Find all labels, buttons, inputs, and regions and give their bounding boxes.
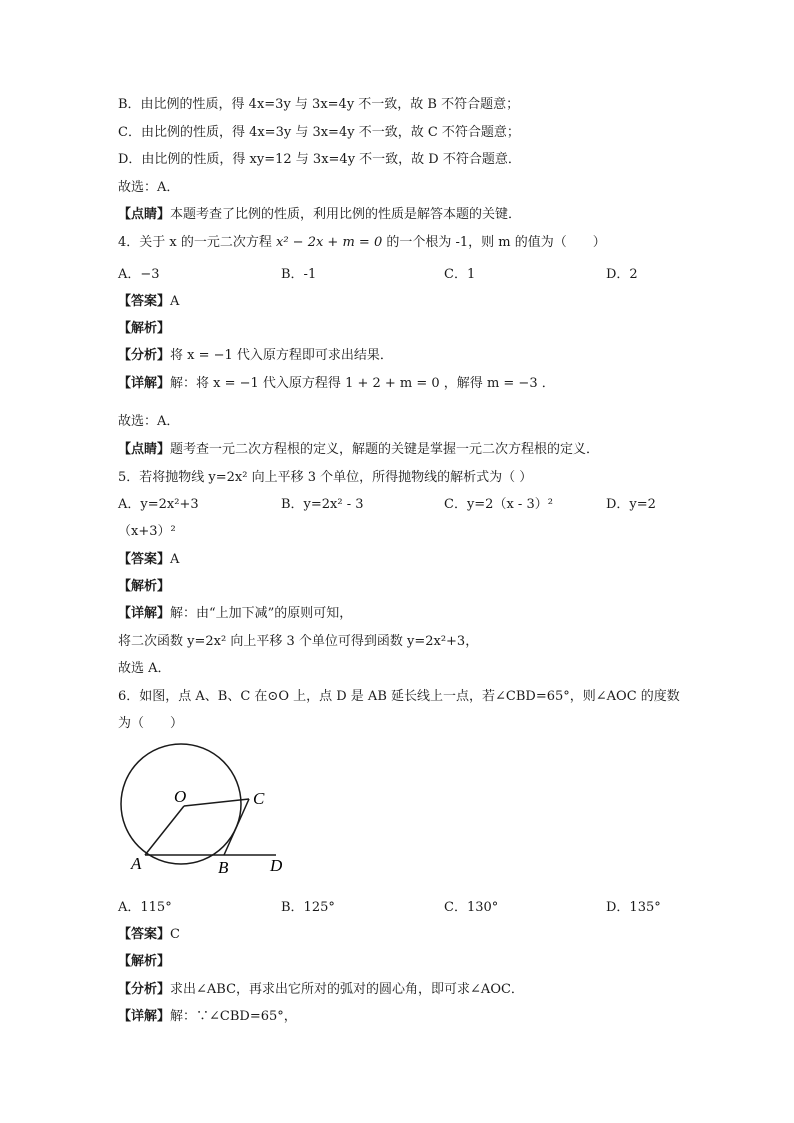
detail-tag: 【详解】	[118, 1009, 171, 1024]
q4-answer	[118, 293, 179, 311]
fenxi-tag: 【分析】	[118, 982, 171, 997]
detail-text: 解：由“上加下减”的原则可知，	[170, 606, 353, 621]
q3-option-b-explanation: B．由比例的性质，得 4x=3y 与 3x=4y 不一致，故 B 不符合题意；	[118, 97, 520, 112]
q5-option-b: B．y=2x² - 3	[281, 497, 364, 512]
q6-stem-line2: 为（ ）	[118, 716, 184, 731]
q3-choice: 故选：A．	[118, 180, 180, 195]
q4-stem-start: 4．关于 x 的一元二次方程	[118, 235, 276, 250]
q4-detail	[118, 375, 555, 393]
q4-equation: x² − 2x + m = 0	[276, 235, 383, 250]
comment-tag: 【点睛】	[118, 207, 171, 222]
q5-option-c: C．y=2（x - 3）²	[444, 497, 553, 512]
answer-tag: 【答案】	[118, 294, 171, 309]
q6-option-c: C．130°	[444, 900, 499, 915]
q5-option-d: D．y=2	[606, 497, 656, 512]
q6-fenxi	[118, 981, 524, 999]
q3-option-c-explanation: C．由比例的性质，得 4x=3y 与 3x=4y 不一致，故 C 不符合题意；	[118, 125, 520, 140]
q5-answer	[118, 551, 179, 569]
q6-analysis-tag: 【解析】	[118, 954, 171, 969]
q4-option-d: D．2	[606, 267, 638, 282]
q4-option-c: C．1	[444, 267, 476, 282]
label-d: D	[270, 856, 283, 875]
q4-choice: 故选：A．	[118, 414, 180, 429]
label-b: B	[218, 858, 229, 877]
answer-value: A	[170, 552, 180, 567]
q6-option-b: B．125°	[281, 900, 335, 915]
label-a: A	[131, 854, 142, 873]
detail-tag: 【详解】	[118, 606, 171, 621]
q4-comment	[118, 441, 599, 459]
q5-choice: 故选 A．	[118, 661, 171, 676]
q5-stem: 5．若将抛物线 y=2x² 向上平移 3 个单位，所得抛物线的解析式为（ ）	[118, 470, 533, 485]
q6-detail	[118, 1008, 297, 1026]
fenxi-text: 将 x = −1 代入原方程即可求出结果．	[170, 348, 393, 363]
segment-bc	[224, 799, 249, 855]
comment-text: 本题考查了比例的性质，利用比例的性质是解答本题的关键．	[170, 207, 522, 222]
fenxi-tag: 【分析】	[118, 348, 171, 363]
detail-text: 解：将 x = −1 代入原方程得 1 + 2 + m = 0 ，解得 m = −3 ．	[170, 376, 555, 391]
detail-tag: 【详解】	[118, 376, 171, 391]
q5-detail	[118, 605, 352, 623]
q4-fenxi	[118, 347, 393, 365]
label-o: O	[174, 787, 187, 806]
comment-text: 题考查一元二次方程根的定义，解题的关键是掌握一元二次方程根的定义．	[170, 442, 600, 457]
q4-stem-end: 的一个根为 -1，则 m 的值为（ ）	[382, 235, 606, 250]
q4-analysis-tag: 【解析】	[118, 321, 171, 336]
q5-analysis-tag: 【解析】	[118, 579, 171, 594]
fenxi-text: 求出∠ABC，再求出它所对的弧对的圆心角，即可求∠AOC．	[170, 982, 524, 997]
q3-option-d-explanation: D．由比例的性质，得 xy=12 与 3x=4y 不一致，故 D 不符合题意．	[118, 152, 521, 167]
answer-value: C	[170, 927, 180, 942]
q3-comment	[118, 206, 521, 224]
q5-option-d-continued: （x+3）²	[118, 524, 176, 539]
detail-text: 解：∵∠CBD=65°，	[170, 1009, 297, 1024]
comment-tag: 【点睛】	[118, 442, 171, 457]
label-c: C	[253, 789, 265, 808]
q5-option-a: A．y=2x²+3	[118, 497, 199, 512]
segment-oa	[145, 806, 184, 855]
answer-tag: 【答案】	[118, 927, 171, 942]
answer-tag: 【答案】	[118, 552, 171, 567]
q6-answer	[118, 926, 180, 944]
q6-stem-line1: 6．如图，点 A、B、C 在⊙O 上，点 D 是 AB 延长线上一点，若∠CBD=65°，则∠AOC 的度数	[118, 689, 680, 704]
q5-detail-line2: 将二次函数 y=2x² 向上平移 3 个单位可得到函数 y=2x²+3，	[118, 634, 479, 649]
q4-stem	[118, 234, 606, 252]
q6-circle-figure	[110, 738, 300, 883]
answer-value: A	[170, 294, 180, 309]
q6-option-a: A．115°	[118, 900, 172, 915]
q4-option-a: A．−3	[118, 267, 160, 282]
q4-option-b: B．-1	[281, 267, 317, 282]
q6-option-d: D．135°	[606, 900, 661, 915]
segment-oc	[184, 799, 249, 806]
